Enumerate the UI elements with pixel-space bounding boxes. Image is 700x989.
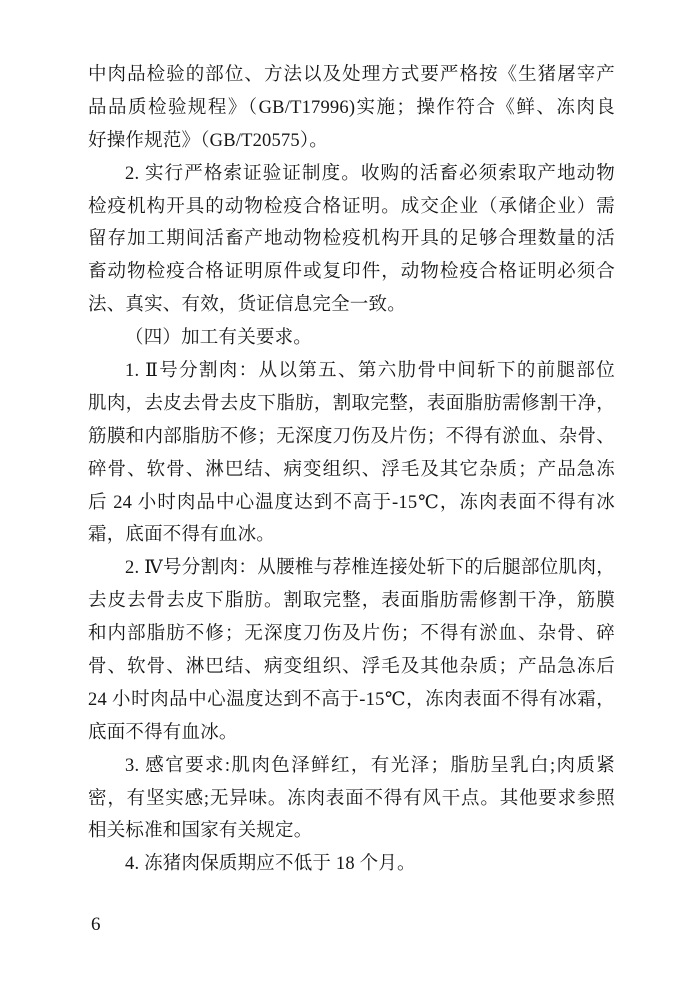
text-line: 肌肉，去皮去骨去皮下脂肪，割取完整，表面脂肪需修割干净， (88, 393, 615, 414)
text-line: 和内部脂肪不修；无深度刀伤及片伤；不得有淤血、杂骨、碎 (88, 624, 615, 645)
text-line: 后 24 小时肉品中心温度达到不高于-15℃，冻肉表面不得有冰 (88, 492, 615, 513)
text-line: 3. 感官要求:肌肉色泽鲜红，有光泽；脂肪呈乳白;肉质紧 (125, 755, 615, 776)
text-line: 2. 实行严格索证验证制度。收购的活畜必须索取产地动物 (125, 163, 615, 184)
text-line: 畜动物检疫合格证明原件或复印件，动物检疫合格证明必须合 (88, 262, 615, 283)
text-line: 相关标准和国家有关规定。 (88, 821, 313, 842)
text-line: 留存加工期间活畜产地动物检疫机构开具的足够合理数量的活 (88, 229, 615, 250)
text-line: 好操作规范》（GB/T20575）。 (88, 130, 328, 151)
text-line: 底面不得有血冰。 (88, 722, 238, 743)
page-number: 6 (91, 914, 101, 935)
text-line: 霜，底面不得有血冰。 (88, 525, 276, 546)
text-line: 筋膜和内部脂肪不修；无深度刀伤及片伤；不得有淤血、杂骨、 (88, 426, 615, 447)
text-line: 去皮去骨去皮下脂肪。割取完整，表面脂肪需修割干净，筋膜 (88, 591, 615, 612)
text-line: 骨、软骨、淋巴结、病变组织、浮毛及其他杂质；产品急冻后 (88, 657, 615, 678)
text-line: 法、真实、有效，货证信息完全一致。 (88, 295, 406, 316)
text-line: 品品质检验规程》（GB/T17996)实施；操作符合《鲜、冻肉良 (88, 97, 615, 118)
text-line: 2. Ⅳ号分割肉：从腰椎与荐椎连接处斩下的后腿部位肌肉， (125, 558, 615, 579)
document-body (88, 59, 615, 881)
text-line: 4. 冻猪肉保质期应不低于 18 个月。 (125, 854, 416, 875)
text-line: 24 小时肉品中心温度达到不高于-15℃，冻肉表面不得有冰霜， (88, 689, 615, 710)
text-line: 中肉品检验的部位、方法以及处理方式要严格按《生猪屠宰产 (88, 65, 615, 85)
text-line: 检疫机构开具的动物检疫合格证明。成交企业（承储企业）需 (88, 196, 615, 217)
text-line: （四）加工有关要求。 (125, 328, 313, 349)
text-line: 密，有坚实感;无异味。冻肉表面不得有风干点。其他要求参照 (88, 788, 615, 809)
text-line: 1. Ⅱ号分割肉：从以第五、第六肋骨中间斩下的前腿部位 (125, 361, 615, 382)
text-line: 碎骨、软骨、淋巴结、病变组织、浮毛及其它杂质；产品急冻 (88, 459, 615, 480)
